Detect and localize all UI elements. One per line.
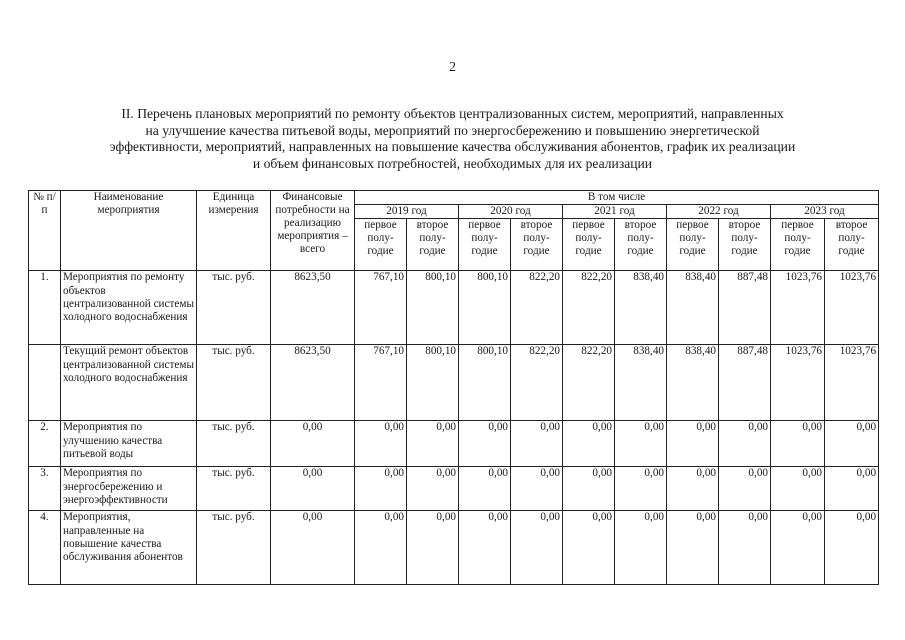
row-value: 767,10 <box>355 271 407 345</box>
row-value: 800,10 <box>407 345 459 421</box>
row-value: 0,00 <box>771 467 825 511</box>
row-value: 0,00 <box>459 421 511 467</box>
row-value: 0,00 <box>825 421 879 467</box>
row-value: 0,00 <box>615 421 667 467</box>
header-name: Наименование мероприятия <box>61 191 197 271</box>
row-total: 8623,50 <box>271 271 355 345</box>
row-value: 0,00 <box>355 421 407 467</box>
heading-line: на улучшение качества питьевой воды, мероприятий по энергосбережению и повышению энергетической <box>145 122 760 138</box>
row-value: 0,00 <box>825 467 879 511</box>
header-half-second: второе полу-годие <box>511 219 563 271</box>
page-number: 2 <box>449 60 456 75</box>
row-value: 0,00 <box>719 467 771 511</box>
header-half-first: первое полу-годие <box>771 219 825 271</box>
header-half-second: второе полу-годие <box>407 219 459 271</box>
row-value: 0,00 <box>355 511 407 585</box>
row-name: Мероприятия по энергосбережению и энергоэффективности <box>61 467 197 511</box>
row-value: 0,00 <box>563 421 615 467</box>
row-total: 0,00 <box>271 421 355 467</box>
header-total: Финансовые потребности на реализацию мероприятия – всего <box>271 191 355 271</box>
row-unit: тыс. руб. <box>197 421 271 467</box>
table-row <box>29 421 879 467</box>
row-unit: тыс. руб. <box>197 345 271 421</box>
header-half-first: первое полу-годие <box>667 219 719 271</box>
row-value: 0,00 <box>355 467 407 511</box>
row-num: 2. <box>29 421 61 467</box>
row-total: 0,00 <box>271 511 355 585</box>
row-value: 1023,76 <box>825 345 879 421</box>
row-value: 887,48 <box>719 345 771 421</box>
row-value: 767,10 <box>355 345 407 421</box>
row-value: 0,00 <box>407 467 459 511</box>
row-value: 0,00 <box>511 467 563 511</box>
row-num: 3. <box>29 467 61 511</box>
row-total: 0,00 <box>271 467 355 511</box>
header-unit: Единица измерения <box>197 191 271 271</box>
row-value: 800,10 <box>407 271 459 345</box>
row-value: 0,00 <box>719 421 771 467</box>
row-value: 0,00 <box>615 467 667 511</box>
row-value: 838,40 <box>615 345 667 421</box>
heading-line: II. Перечень плановых мероприятий по ремонту объектов централизованных систем, мероприятий, направленных <box>121 106 784 121</box>
row-unit: тыс. руб. <box>197 271 271 345</box>
header-half-first: первое полу-годие <box>563 219 615 271</box>
row-value: 1023,76 <box>825 271 879 345</box>
financial-plan-table <box>28 190 879 585</box>
row-value: 0,00 <box>719 511 771 585</box>
heading-line: и объем финансовых потребностей, необходимых для их реализации <box>252 155 653 171</box>
heading-line: эффективности, мероприятий, направленных на повышение качества обслуживания абонентов, график их реализации <box>109 139 796 154</box>
row-name: Текущий ремонт объектов централизованной системы холодного водоснабжения <box>61 345 197 421</box>
header-year-2023: 2023 год <box>771 205 879 219</box>
row-name: Мероприятия по улучшению качества питьевой воды <box>61 421 197 467</box>
row-value: 1023,76 <box>771 345 825 421</box>
header-half-second: второе полу-годие <box>825 219 879 271</box>
header-year-2020: 2020 год <box>459 205 563 219</box>
row-value: 0,00 <box>563 467 615 511</box>
row-value: 0,00 <box>511 421 563 467</box>
row-total: 8623,50 <box>271 345 355 421</box>
row-value: 0,00 <box>771 511 825 585</box>
row-value: 0,00 <box>459 467 511 511</box>
row-unit: тыс. руб. <box>197 467 271 511</box>
row-num: 1. <box>29 271 61 345</box>
row-unit: тыс. руб. <box>197 511 271 585</box>
header-half-first: первое полу-годие <box>355 219 407 271</box>
row-value: 838,40 <box>667 271 719 345</box>
row-value: 0,00 <box>511 511 563 585</box>
row-num: 4. <box>29 511 61 585</box>
row-value: 0,00 <box>825 511 879 585</box>
row-value: 0,00 <box>667 421 719 467</box>
row-value: 0,00 <box>667 511 719 585</box>
table-row <box>29 511 879 585</box>
row-value: 0,00 <box>615 511 667 585</box>
header-half-second: второе полу-годие <box>615 219 667 271</box>
row-value: 887,48 <box>719 271 771 345</box>
header-half-first: первое полу-годие <box>459 219 511 271</box>
row-value: 0,00 <box>667 467 719 511</box>
table-row <box>29 345 879 421</box>
row-value: 0,00 <box>563 511 615 585</box>
row-value: 838,40 <box>615 271 667 345</box>
row-name: Мероприятия, направленные на повышение качества обслуживания абонентов <box>61 511 197 585</box>
row-value: 800,10 <box>459 271 511 345</box>
row-name: Мероприятия по ремонту объектов централизованной системы холодного водоснабжения <box>61 271 197 345</box>
row-value: 0,00 <box>407 511 459 585</box>
row-value: 800,10 <box>459 345 511 421</box>
row-value: 1023,76 <box>771 271 825 345</box>
table-row <box>29 271 879 345</box>
header-year-2022: 2022 год <box>667 205 771 219</box>
row-value: 0,00 <box>407 421 459 467</box>
row-value: 822,20 <box>511 345 563 421</box>
row-value: 0,00 <box>459 511 511 585</box>
table-row <box>29 467 879 511</box>
header-year-2019: 2019 год <box>355 205 459 219</box>
row-value: 822,20 <box>511 271 563 345</box>
header-year-2021: 2021 год <box>563 205 667 219</box>
header-half-second: второе полу-годие <box>719 219 771 271</box>
row-num <box>29 345 61 421</box>
row-value: 822,20 <box>563 271 615 345</box>
row-value: 838,40 <box>667 345 719 421</box>
header-num: № п/п <box>29 191 61 271</box>
row-value: 0,00 <box>771 421 825 467</box>
header-including: В том числе <box>355 191 879 205</box>
row-value: 822,20 <box>563 345 615 421</box>
section-heading <box>40 106 865 172</box>
